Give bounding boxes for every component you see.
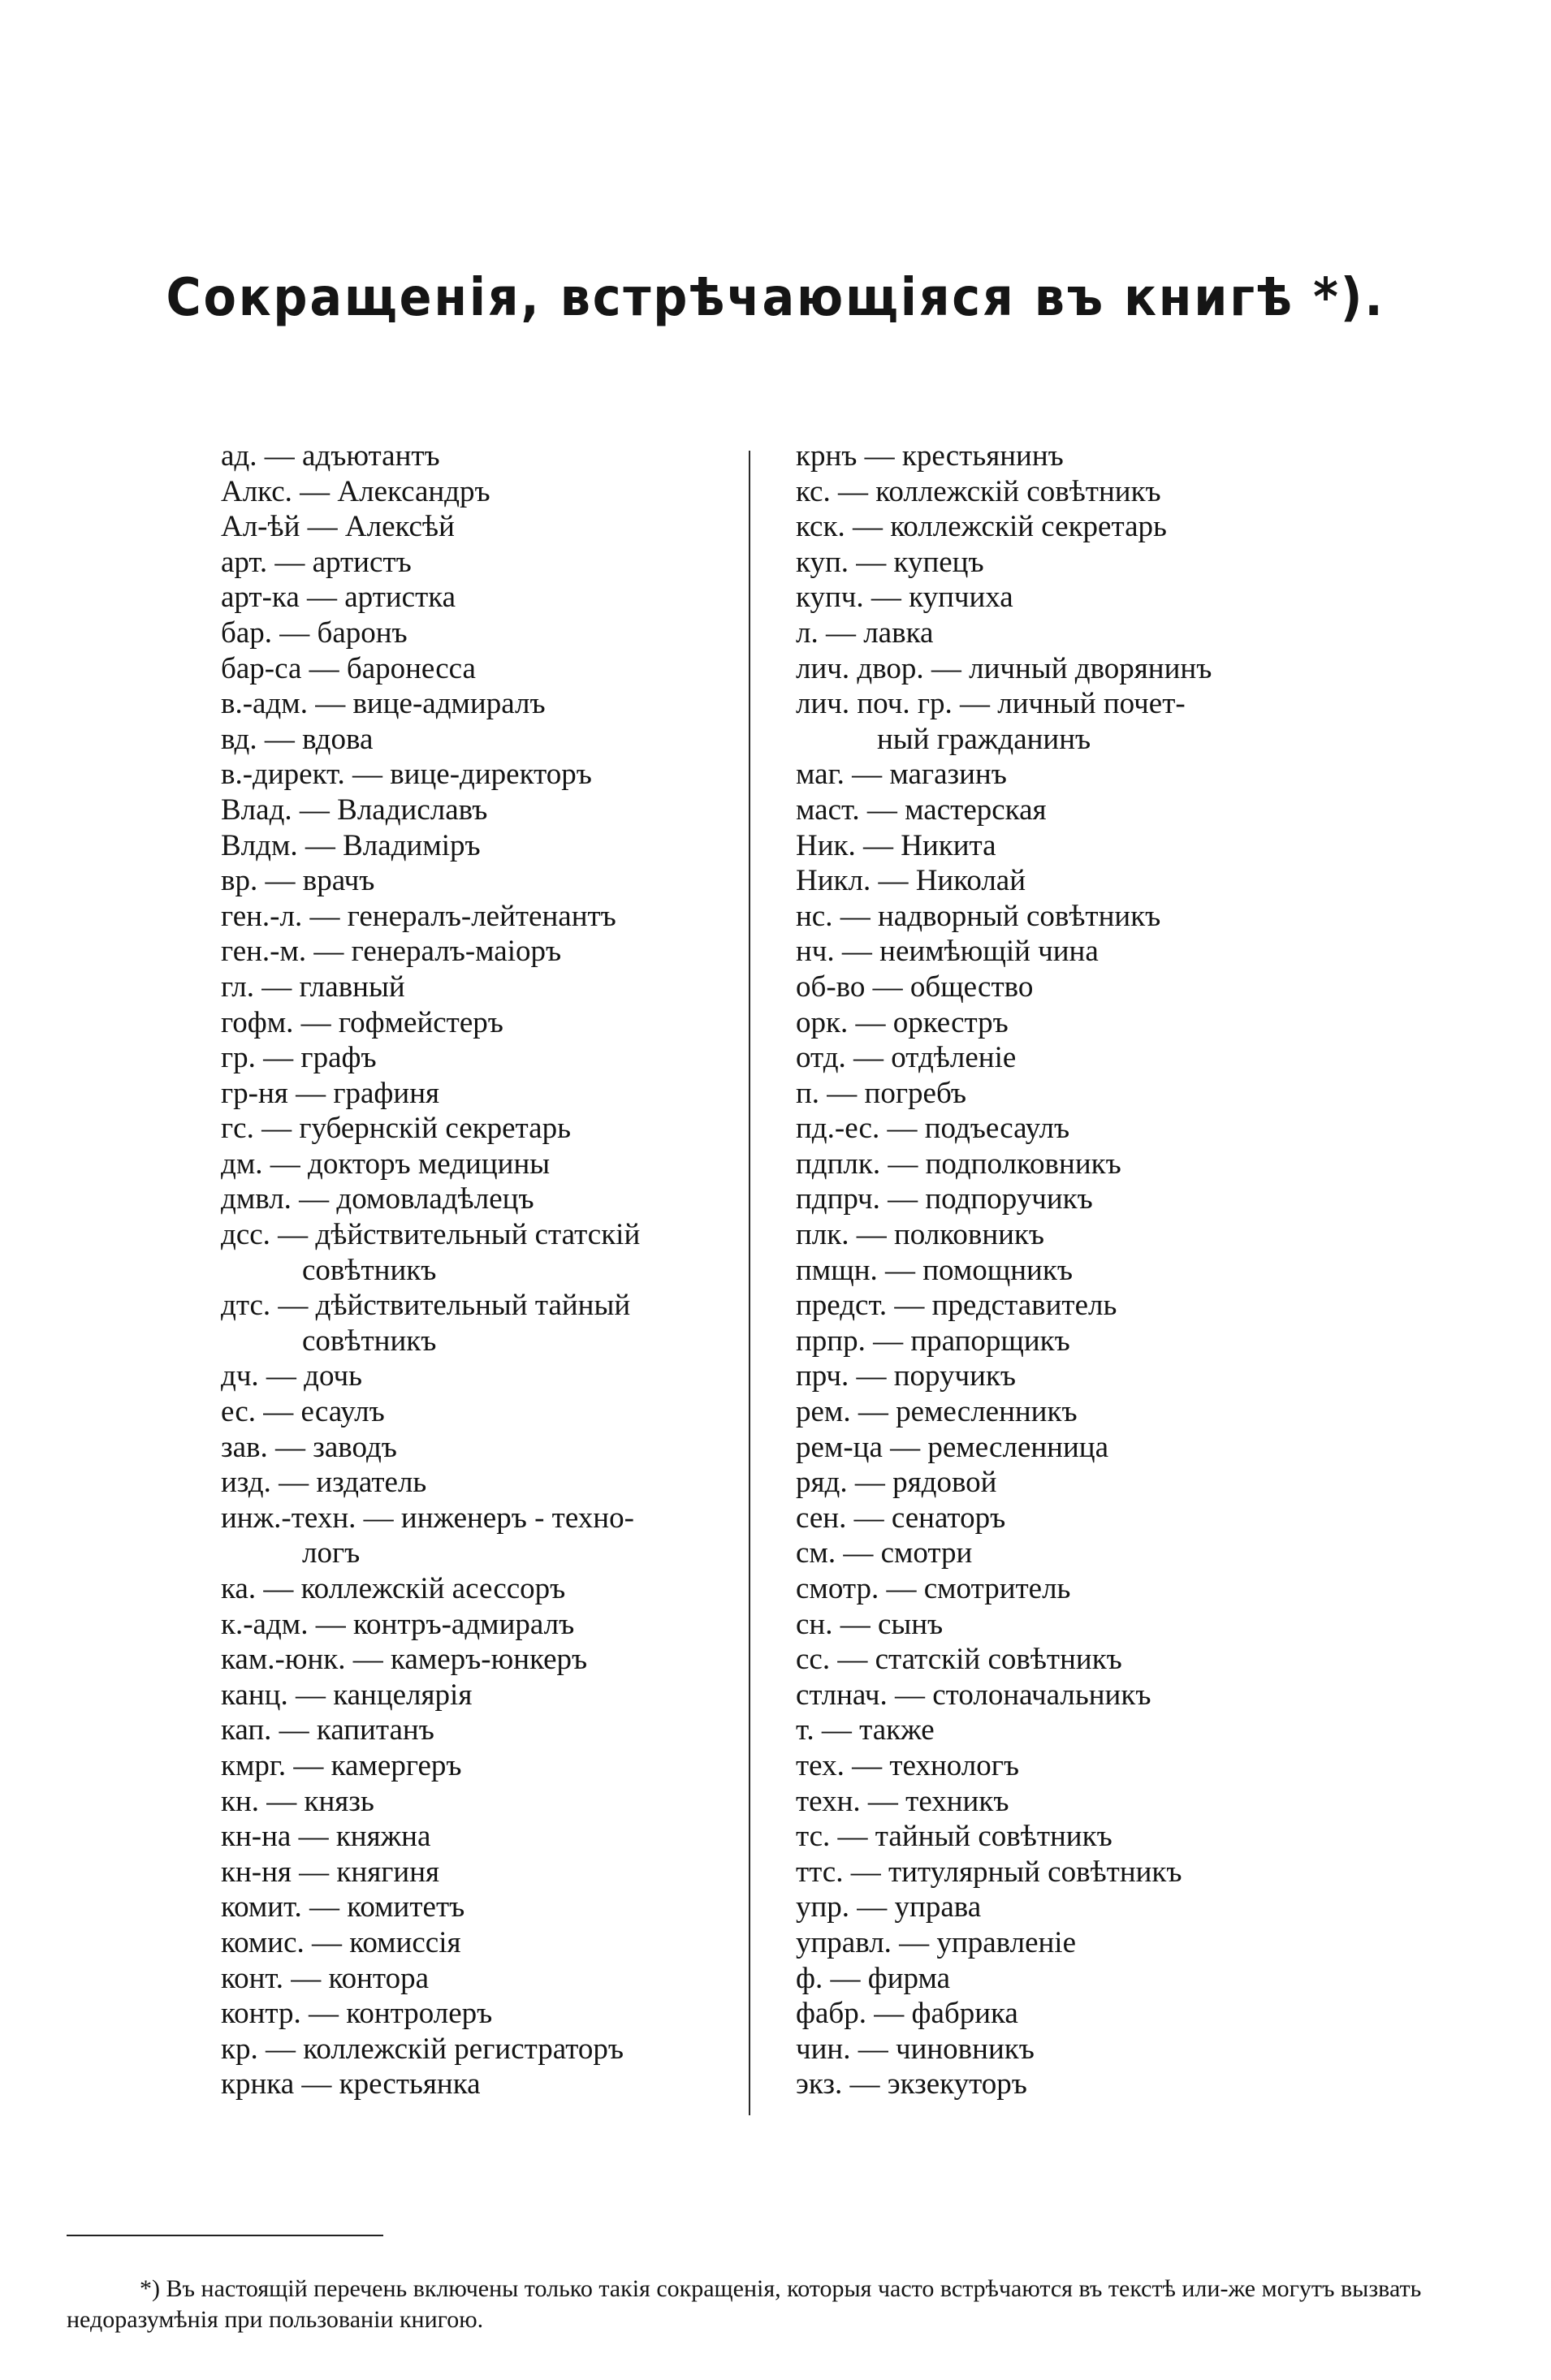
abbreviation-entry: рем. — ремесленникъ — [796, 1395, 1078, 1429]
abbreviation-entry: комис. — комиссія — [221, 1925, 461, 1959]
page-title: Сокращенія, встрѣчающіяся въ книгѣ *). — [166, 268, 1385, 328]
abbreviation-entry: экз. — экзекуторъ — [796, 2067, 1027, 2101]
abbreviation-entry: см. — смотри — [796, 1536, 973, 1570]
abbreviation-entry: прч. — поручикъ — [796, 1359, 1017, 1393]
abbreviation-entry: тс. — тайный совѣтникъ — [796, 1820, 1112, 1854]
abbreviation-entry-continuation: логъ — [302, 1536, 361, 1570]
abbreviations-right-column — [796, 438, 1324, 2102]
abbreviation-entry: вд. — вдова — [221, 722, 374, 756]
abbreviation-entry: кн-на — княжна — [221, 1820, 431, 1854]
abbreviation-entry: управл. — управленіе — [796, 1925, 1077, 1959]
abbreviation-entry: маг. — магазинъ — [796, 758, 1007, 792]
abbreviation-entry: отд. — отдѣленіе — [796, 1041, 1017, 1075]
abbreviation-entry: ген.-м. — генералъ-маіоръ — [221, 935, 562, 969]
abbreviation-entry: гс. — губернскій секретарь — [221, 1112, 571, 1146]
abbreviation-entry: крнка — крестьянка — [221, 2067, 481, 2101]
abbreviation-entry: ряд. — рядовой — [796, 1466, 997, 1500]
abbreviation-entry: ка. — коллежскій асессоръ — [221, 1572, 566, 1605]
abbreviation-entry: инж.-техн. — инженеръ - техно- — [221, 1501, 634, 1535]
abbreviation-entry: дм. — докторъ медицины — [221, 1147, 551, 1181]
abbreviation-entry: ад. — адъютантъ — [221, 439, 440, 473]
abbreviation-entry: гр-ня — графиня — [221, 1076, 440, 1110]
abbreviation-entry: смотр. — смотритель — [796, 1572, 1071, 1605]
abbreviation-entry: Ник. — Никита — [796, 828, 996, 862]
abbreviation-entry: прпр. — прапорщикъ — [796, 1324, 1070, 1358]
abbreviation-entry: конт. — контора — [221, 1961, 430, 1995]
abbreviation-entry: арт-ка — артистка — [221, 581, 456, 615]
abbreviation-entry: Алкс. — Александръ — [221, 474, 490, 508]
abbreviation-entry: нч. — неимѣющій чина — [796, 935, 1099, 969]
abbreviation-entry-continuation: совѣтникъ — [302, 1324, 437, 1358]
abbreviation-entry: комит. — комитетъ — [221, 1890, 465, 1924]
abbreviation-entry: кам.-юнк. — камеръ-юнкеръ — [221, 1643, 588, 1677]
abbreviation-entry: гл. — главный — [221, 970, 405, 1004]
abbreviation-entry: к.-адм. — контръ-адмиралъ — [221, 1607, 575, 1641]
abbreviation-entry: ес. — есаулъ — [221, 1395, 385, 1429]
abbreviation-entry: кр. — коллежскій регистраторъ — [221, 2032, 624, 2066]
abbreviation-entry: кск. — коллежскій секретарь — [796, 510, 1167, 544]
abbreviation-entry: в.-адм. — вице-адмиралъ — [221, 687, 546, 721]
abbreviation-entry: изд. — издатель — [221, 1466, 427, 1500]
abbreviation-entry: сн. — сынъ — [796, 1607, 944, 1641]
abbreviation-entry: лич. поч. гр. — личный почет- — [796, 687, 1186, 721]
abbreviation-entry: пдпрч. — подпоручикъ — [796, 1182, 1093, 1216]
footnote-rule — [67, 2235, 383, 2236]
abbreviation-entry: пмщн. — помощникъ — [796, 1253, 1073, 1287]
abbreviation-entry: пдплк. — подполковникъ — [796, 1147, 1121, 1181]
abbreviation-entry: сс. — статскій совѣтникъ — [796, 1643, 1122, 1677]
abbreviation-entry: нс. — надворный совѣтникъ — [796, 899, 1161, 933]
abbreviation-entry: дч. — дочь — [221, 1359, 363, 1393]
abbreviation-entry: зав. — заводъ — [221, 1430, 397, 1464]
abbreviation-entry: канц. — канцелярія — [221, 1678, 473, 1712]
abbreviation-entry: упр. — управа — [796, 1890, 982, 1924]
abbreviation-entry: кап. — капитанъ — [221, 1713, 434, 1747]
abbreviation-entry: тех. — технологъ — [796, 1748, 1020, 1782]
abbreviation-entry: маст. — мастерская — [796, 793, 1047, 827]
abbreviation-entry: чин. — чиновникъ — [796, 2032, 1035, 2066]
abbreviation-entry: ттс. — титулярный совѣтникъ — [796, 1855, 1182, 1889]
abbreviation-entry: стлнач. — столоначальникъ — [796, 1678, 1151, 1712]
abbreviation-entry: контр. — контролеръ — [221, 1997, 493, 2031]
abbreviation-entry: Никл. — Николай — [796, 864, 1026, 898]
abbreviation-entry: дтс. — дѣйствительный тайный — [221, 1289, 631, 1323]
abbreviation-entry: арт. — артистъ — [221, 545, 412, 579]
abbreviation-entry: куп. — купецъ — [796, 545, 984, 579]
abbreviation-entry: п. — погребъ — [796, 1076, 966, 1110]
abbreviation-entry: гофм. — гофмейстеръ — [221, 1005, 503, 1039]
abbreviation-entry: плк. — полковникъ — [796, 1218, 1045, 1252]
abbreviation-entry: сен. — сенаторъ — [796, 1501, 1006, 1535]
abbreviation-entry: техн. — техникъ — [796, 1784, 1009, 1818]
abbreviation-entry: Влдм. — Владиміръ — [221, 828, 481, 862]
abbreviation-entry: ген.-л. — генералъ-лейтенантъ — [221, 899, 616, 933]
abbreviation-entry: дмвл. — домовладѣлецъ — [221, 1182, 534, 1216]
abbreviation-entry: крнъ — крестьянинъ — [796, 439, 1064, 473]
abbreviation-entry: предст. — представитель — [796, 1289, 1117, 1323]
abbreviation-entry: орк. — оркестръ — [796, 1005, 1009, 1039]
abbreviation-entry: бар. — баронъ — [221, 616, 408, 650]
abbreviation-entry: бар-са — баронесса — [221, 651, 476, 685]
column-divider — [749, 451, 750, 2115]
abbreviations-left-column — [221, 438, 741, 2102]
abbreviation-entry: л. — лавка — [796, 616, 934, 650]
abbreviation-entry: кн-ня — княгиня — [221, 1855, 440, 1889]
abbreviation-entry: дсс. — дѣйствительный статскій — [221, 1218, 641, 1252]
abbreviation-entry: купч. — купчиха — [796, 581, 1013, 615]
abbreviation-entry: фабр. — фабрика — [796, 1997, 1018, 2031]
abbreviation-entry: лич. двор. — личный дворянинъ — [796, 651, 1212, 685]
abbreviation-entry: кн. — князь — [221, 1784, 374, 1818]
abbreviation-entry: кмрг. — камергеръ — [221, 1748, 462, 1782]
abbreviation-entry: т. — также — [796, 1713, 935, 1747]
abbreviation-entry-continuation: ный гражданинъ — [877, 722, 1091, 756]
abbreviation-entry: пд.-ес. — подъесаулъ — [796, 1112, 1070, 1146]
abbreviation-entry: об-во — общество — [796, 970, 1034, 1004]
abbreviation-entry: вр. — врачъ — [221, 864, 375, 898]
abbreviation-entry: в.-директ. — вице-директоръ — [221, 758, 592, 792]
abbreviation-entry: ф. — фирма — [796, 1961, 951, 1995]
abbreviation-entry: гр. — графъ — [221, 1041, 377, 1075]
abbreviation-entry-continuation: совѣтникъ — [302, 1253, 437, 1287]
abbreviation-entry: рем-ца — ремесленница — [796, 1430, 1108, 1464]
abbreviation-entry: Влад. — Владиславъ — [221, 793, 488, 827]
abbreviation-entry: кс. — коллежскій совѣтникъ — [796, 474, 1161, 508]
footnote: *) Въ настоящій перечень включены только такія сокращенія, которыя часто встрѣчаются въ текстѣ или-же могутъ вызвать недоразумѣнія при пользованіи книгою. — [67, 2275, 1422, 2333]
abbreviation-entry: Ал-ѣй — Алексѣй — [221, 510, 455, 544]
